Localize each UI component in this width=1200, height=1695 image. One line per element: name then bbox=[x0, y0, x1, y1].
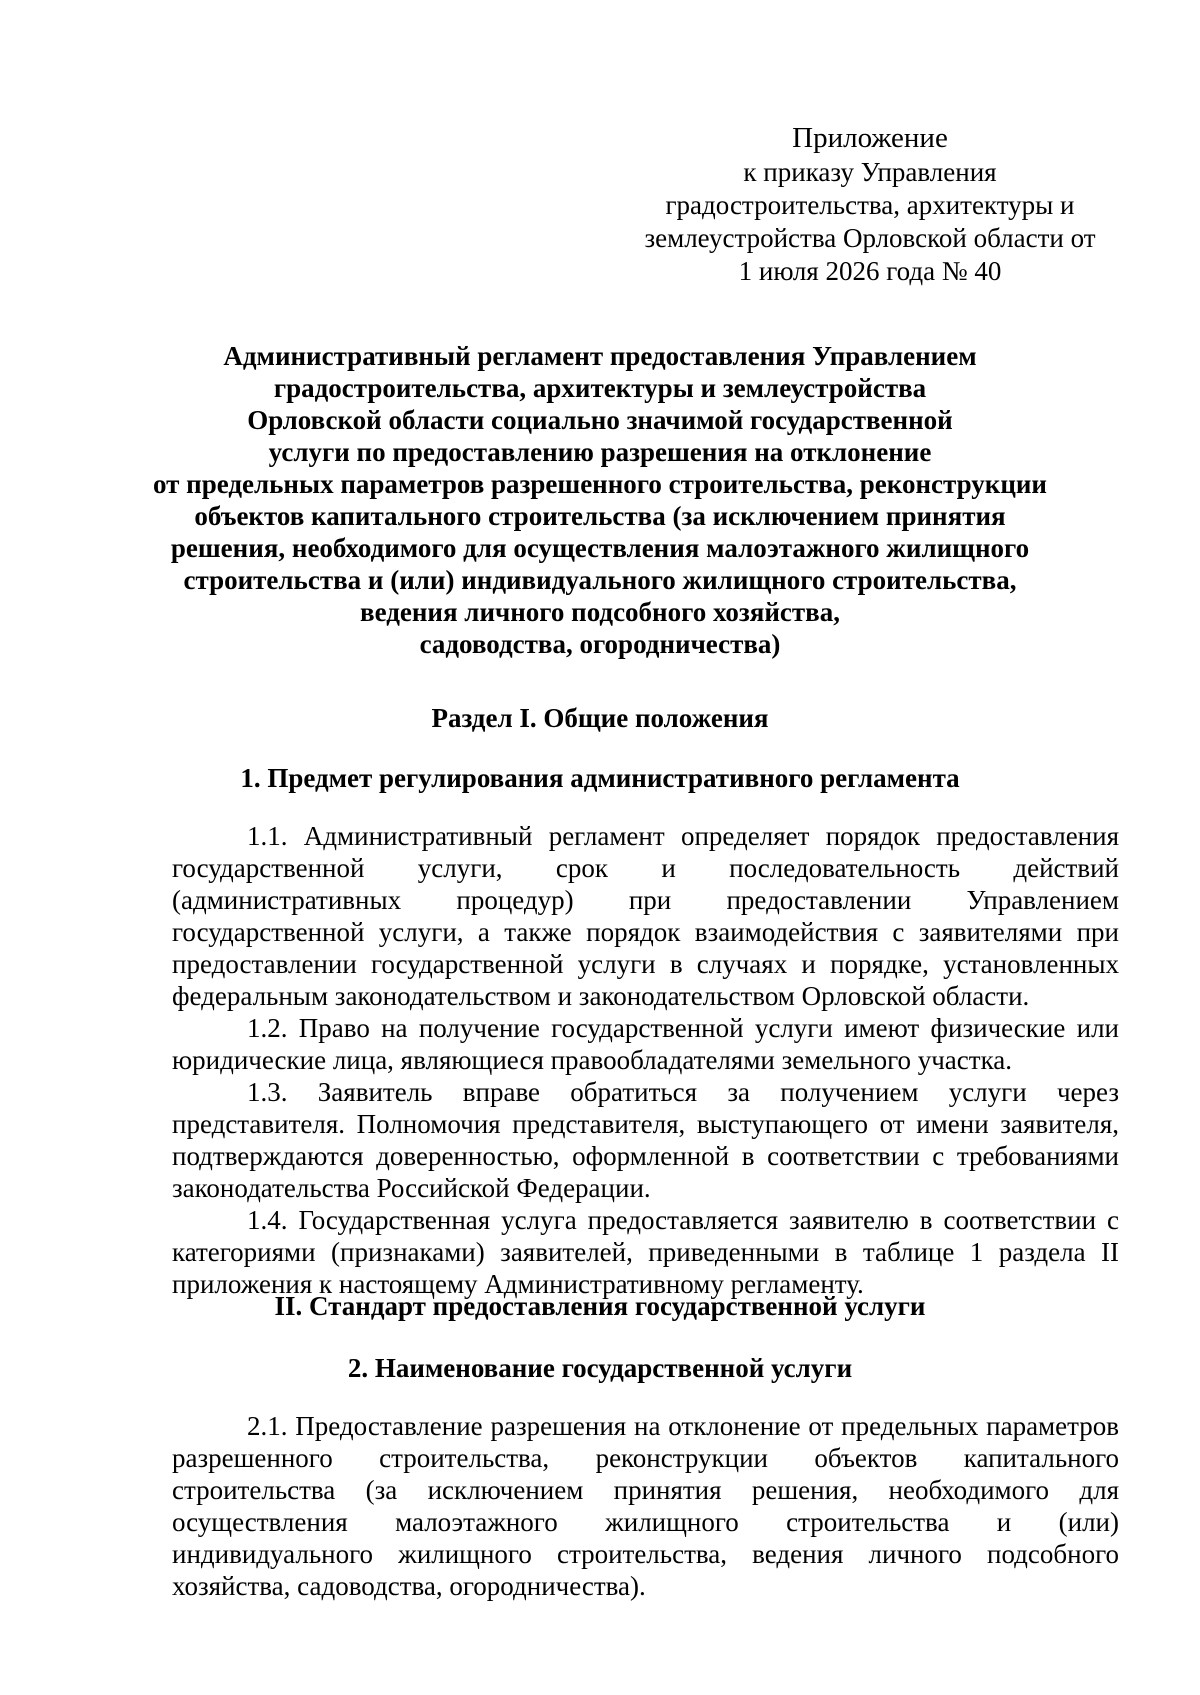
appendix-line: градостроительства, архитектуры и bbox=[665, 190, 1075, 220]
subsection-heading: 1. Предмет регулирования административного регламента bbox=[240, 763, 960, 793]
title-line: градостроительства, архитектуры и землеустройства bbox=[273, 373, 927, 403]
paragraph: 1.2. Право на получение государственной услуги имеют физические или юридические лица, являющиеся правообладателями земельного участка. bbox=[172, 1013, 1119, 1075]
title-line: строительства и (или) индивидуального жилищного строительства, bbox=[183, 565, 1017, 595]
section2-body bbox=[172, 1410, 1119, 1602]
title-line: от предельных параметров разрешенного строительства, реконструкции bbox=[153, 469, 1047, 499]
document-title bbox=[150, 340, 1050, 660]
title-line: ведения личного подсобного хозяйства, bbox=[359, 597, 841, 627]
paragraph: 1.3. Заявитель вправе обратиться за получением услуги через представителя. Полномочия представителя, выступающего от имени заявителя, подтверждаются доверенностью, оформленной в соответствии с требованиями законодательства Российской Федерации. bbox=[172, 1077, 1119, 1203]
section-heading: II. Стандарт предоставления государственной услуги bbox=[274, 1291, 926, 1321]
appendix-block bbox=[640, 120, 1100, 288]
title-line: Административный регламент предоставления Управлением bbox=[223, 341, 977, 371]
paragraph: 1.4. Государственная услуга предоставляется заявителю в соответствии с категориями (признаками) заявителей, приведенными в таблице 1 раздела II приложения к настоящему Административному регламенту. bbox=[172, 1205, 1119, 1299]
appendix-line: 1 июля 2026 года № 40 bbox=[738, 256, 1002, 286]
appendix-line: к приказу Управления bbox=[743, 157, 997, 187]
title-line: услуги по предоставлению разрешения на отклонение bbox=[268, 437, 932, 467]
appendix-label: Приложение bbox=[792, 122, 948, 154]
title-line: объектов капитального строительства (за исключением принятия bbox=[194, 501, 1006, 531]
section1-body bbox=[172, 820, 1119, 1300]
appendix-line: землеустройства Орловской области от bbox=[644, 223, 1096, 253]
paragraph: 2.1. Предоставление разрешения на отклонение от предельных параметров разрешенного строительства, реконструкции объектов капитального строительства (за исключением принятия решения, необходимого для осуществления малоэтажного жилищного строительства и (или) индивидуального жилищного строительства, ведения личного подсобного хозяйства, садоводства, огородничества). bbox=[172, 1411, 1119, 1601]
section-heading: Раздел I. Общие положения bbox=[431, 703, 769, 733]
paragraph: 1.1. Административный регламент определяет порядок предоставления государственной услуги, срок и последовательность действий (административных процедур) при предоставлении Управлением государственной услуги, а также порядок взаимодействия с заявителями при предоставлении государственной услуги в случаях и порядке, установленных федеральным законодательством и законодательством Орловской области. bbox=[172, 821, 1119, 1011]
title-line: решения, необходимого для осуществления малоэтажного жилищного bbox=[170, 533, 1030, 563]
subsection-heading: 2. Наименование государственной услуги bbox=[347, 1353, 853, 1383]
title-line: садоводства, огородничества) bbox=[419, 629, 781, 659]
title-line: Орловской области социально значимой государственной bbox=[247, 405, 953, 435]
